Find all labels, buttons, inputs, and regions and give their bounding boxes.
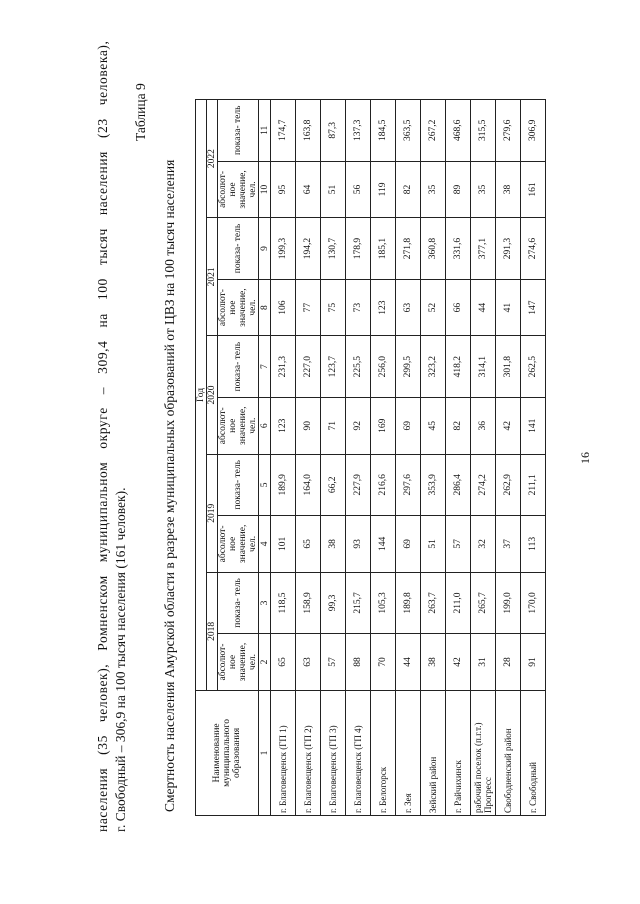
indicator-cell: 301,8 — [496, 336, 521, 397]
column-number: 1 — [259, 690, 271, 815]
indicator-cell: 418,2 — [446, 336, 471, 397]
indicator-cell: 211,0 — [446, 572, 471, 633]
table-label: Таблица 9 — [133, 83, 148, 141]
abs-value-cell: 52 — [421, 279, 446, 336]
abs-value-cell: 37 — [496, 516, 521, 573]
column-number-row — [259, 100, 271, 816]
indicator-cell: 267,2 — [421, 100, 446, 162]
abs-value-cell: 161 — [521, 161, 546, 218]
abs-value-cell: 51 — [421, 516, 446, 573]
abs-value-cell: 123 — [371, 279, 396, 336]
table-row — [521, 100, 546, 816]
table-row — [421, 100, 446, 816]
indicator-cell: 360,8 — [421, 218, 446, 279]
column-number: 5 — [259, 454, 271, 515]
row-name: Зейский район — [421, 690, 446, 815]
indicator-cell: 274,2 — [471, 454, 496, 515]
year-2022: 2022 — [207, 100, 218, 218]
abs-value-cell: 42 — [446, 634, 471, 691]
column-number: 4 — [259, 516, 271, 573]
row-name: г. Благовещенск (ГП 2) — [296, 690, 321, 815]
abs-value-cell: 71 — [321, 397, 346, 454]
abs-value-cell: 38 — [421, 634, 446, 691]
abs-value-cell: 64 — [296, 161, 321, 218]
abs-value-cell: 56 — [346, 161, 371, 218]
abs-value-cell: 31 — [471, 634, 496, 691]
abs-value-cell: 91 — [521, 634, 546, 691]
abs-value-cell: 75 — [321, 279, 346, 336]
indicator-header: показа- тель — [218, 218, 259, 279]
column-number: 9 — [259, 218, 271, 279]
indicator-cell: 263,7 — [421, 572, 446, 633]
indicator-cell: 271,8 — [396, 218, 421, 279]
abs-value-cell: 82 — [446, 397, 471, 454]
abs-value-cell: 93 — [346, 516, 371, 573]
table-row — [346, 100, 371, 816]
row-name: рабочий поселок (п.г.т.) Прогресс — [471, 690, 496, 815]
indicator-cell: 194,2 — [296, 218, 321, 279]
abs-value-cell: 35 — [471, 161, 496, 218]
table-row — [371, 100, 396, 816]
year-2021: 2021 — [207, 218, 218, 336]
year-header: Год — [196, 100, 207, 691]
abs-value-cell: 119 — [371, 161, 396, 218]
abs-value-cell: 169 — [371, 397, 396, 454]
indicator-cell: 158,9 — [296, 572, 321, 633]
row-name: г. Благовещенск (ГП 3) — [321, 690, 346, 815]
indicator-cell: 265,7 — [471, 572, 496, 633]
abs-value-cell: 44 — [471, 279, 496, 336]
indicator-cell: 274,6 — [521, 218, 546, 279]
indicator-cell: 189,8 — [396, 572, 421, 633]
abs-value-cell: 147 — [521, 279, 546, 336]
abs-value-cell: 44 — [396, 634, 421, 691]
indicator-cell: 118,5 — [271, 572, 296, 633]
indicator-cell: 199,3 — [271, 218, 296, 279]
indicator-cell: 170,0 — [521, 572, 546, 633]
row-name: г. Благовещенск (ГП 1) — [271, 690, 296, 815]
indicator-cell: 231,3 — [271, 336, 296, 397]
mortality-table — [195, 99, 546, 816]
intro-line-1: населения (35 человек), Ромненском муниципальном округе – 309,4 на 100 тысяч населения (23 человека), — [95, 40, 110, 832]
indicator-cell: 256,0 — [371, 336, 396, 397]
abs-value-cell: 51 — [321, 161, 346, 218]
indicator-cell: 199,0 — [496, 572, 521, 633]
row-name: Свободненский район — [496, 690, 521, 815]
indicator-cell: 353,9 — [421, 454, 446, 515]
abs-value-cell: 65 — [271, 634, 296, 691]
abs-value-cell: 113 — [521, 516, 546, 573]
abs-header: абсолют- ное значение, чел. — [218, 161, 259, 218]
indicator-cell: 130,7 — [321, 218, 346, 279]
indicator-header: показа- тель — [218, 572, 259, 633]
indicator-cell: 262,9 — [496, 454, 521, 515]
indicator-cell: 299,5 — [396, 336, 421, 397]
abs-value-cell: 69 — [396, 397, 421, 454]
year-2020: 2020 — [207, 336, 218, 454]
indicator-cell: 262,5 — [521, 336, 546, 397]
year-2018: 2018 — [207, 572, 218, 690]
indicator-cell: 123,7 — [321, 336, 346, 397]
indicator-cell: 99,3 — [321, 572, 346, 633]
abs-value-cell: 90 — [296, 397, 321, 454]
indicator-cell: 279,6 — [496, 100, 521, 162]
abs-value-cell: 82 — [396, 161, 421, 218]
abs-value-cell: 41 — [496, 279, 521, 336]
abs-value-cell: 95 — [271, 161, 296, 218]
column-number: 10 — [259, 161, 271, 218]
column-number: 6 — [259, 397, 271, 454]
indicator-cell: 211,1 — [521, 454, 546, 515]
abs-value-cell: 92 — [346, 397, 371, 454]
indicator-header: показа- тель — [218, 454, 259, 515]
row-name: г. Зея — [396, 690, 421, 815]
indicator-header: показа- тель — [218, 100, 259, 162]
abs-value-cell: 123 — [271, 397, 296, 454]
abs-value-cell: 144 — [371, 516, 396, 573]
column-number: 8 — [259, 279, 271, 336]
indicator-cell: 468,6 — [446, 100, 471, 162]
row-name: г. Райчихинск — [446, 690, 471, 815]
indicator-cell: 87,3 — [321, 100, 346, 162]
indicator-cell: 215,7 — [346, 572, 371, 633]
abs-value-cell: 45 — [421, 397, 446, 454]
abs-value-cell: 101 — [271, 516, 296, 573]
abs-value-cell: 63 — [396, 279, 421, 336]
indicator-cell: 227,9 — [346, 454, 371, 515]
indicator-cell: 216,6 — [371, 454, 396, 515]
abs-value-cell: 36 — [471, 397, 496, 454]
column-number: 7 — [259, 336, 271, 397]
abs-value-cell: 73 — [346, 279, 371, 336]
indicator-cell: 164,0 — [296, 454, 321, 515]
indicator-cell: 227,0 — [296, 336, 321, 397]
column-number: 11 — [259, 100, 271, 162]
abs-value-cell: 65 — [296, 516, 321, 573]
indicator-cell: 363,5 — [396, 100, 421, 162]
abs-value-cell: 66 — [446, 279, 471, 336]
abs-header: абсолют- ное значение, чел. — [218, 397, 259, 454]
indicator-cell: 314,1 — [471, 336, 496, 397]
abs-value-cell: 57 — [446, 516, 471, 573]
abs-value-cell: 38 — [496, 161, 521, 218]
indicator-cell: 178,9 — [346, 218, 371, 279]
abs-value-cell: 63 — [296, 634, 321, 691]
indicator-cell: 184,5 — [371, 100, 396, 162]
indicator-cell: 286,4 — [446, 454, 471, 515]
table-row — [321, 100, 346, 816]
table-row — [296, 100, 321, 816]
column-number: 3 — [259, 572, 271, 633]
abs-header: абсолют- ное значение, чел. — [218, 634, 259, 691]
row-name: г. Благовещенск (ГП 4) — [346, 690, 371, 815]
abs-header: абсолют- ное значение, чел. — [218, 279, 259, 336]
abs-value-cell: 42 — [496, 397, 521, 454]
abs-value-cell: 38 — [321, 516, 346, 573]
indicator-cell: 174,7 — [271, 100, 296, 162]
abs-value-cell: 28 — [496, 634, 521, 691]
abs-header: абсолют- ное значение, чел. — [218, 516, 259, 573]
indicator-cell: 291,3 — [496, 218, 521, 279]
abs-value-cell: 77 — [296, 279, 321, 336]
row-name: г. Белогорск — [371, 690, 396, 815]
indicator-cell: 163,8 — [296, 100, 321, 162]
indicator-cell: 66,2 — [321, 454, 346, 515]
indicator-cell: 225,5 — [346, 336, 371, 397]
table-row — [396, 100, 421, 816]
indicator-cell: 189,9 — [271, 454, 296, 515]
table-row — [496, 100, 521, 816]
indicator-cell: 105,3 — [371, 572, 396, 633]
name-header: Наименование муниципального образования — [196, 690, 259, 815]
page-number: 16 — [578, 452, 592, 464]
table-row — [446, 100, 471, 816]
table-body — [271, 100, 546, 816]
indicator-cell: 185,1 — [371, 218, 396, 279]
abs-value-cell: 88 — [346, 634, 371, 691]
indicator-cell: 323,2 — [421, 336, 446, 397]
row-name: г. Свободный — [521, 690, 546, 815]
indicator-cell: 331,6 — [446, 218, 471, 279]
table-row — [271, 100, 296, 816]
abs-value-cell: 70 — [371, 634, 396, 691]
abs-value-cell: 32 — [471, 516, 496, 573]
indicator-cell: 315,5 — [471, 100, 496, 162]
intro-line-2: г. Свободный – 306,9 на 100 тысяч населения (161 человек). — [113, 487, 128, 832]
table-row — [471, 100, 496, 816]
table-title: Смертность населения Амурской области в разрезе муниципальных образований от ЦВЗ на 100 тысяч населения — [162, 159, 177, 812]
year-2019: 2019 — [207, 454, 218, 572]
abs-value-cell: 35 — [421, 161, 446, 218]
column-number: 2 — [259, 634, 271, 691]
indicator-cell: 306,9 — [521, 100, 546, 162]
abs-value-cell: 89 — [446, 161, 471, 218]
abs-value-cell: 141 — [521, 397, 546, 454]
indicator-cell: 137,3 — [346, 100, 371, 162]
indicator-header: показа- тель — [218, 336, 259, 397]
abs-value-cell: 106 — [271, 279, 296, 336]
abs-value-cell: 57 — [321, 634, 346, 691]
abs-value-cell: 69 — [396, 516, 421, 573]
indicator-cell: 377,1 — [471, 218, 496, 279]
indicator-cell: 297,6 — [396, 454, 421, 515]
